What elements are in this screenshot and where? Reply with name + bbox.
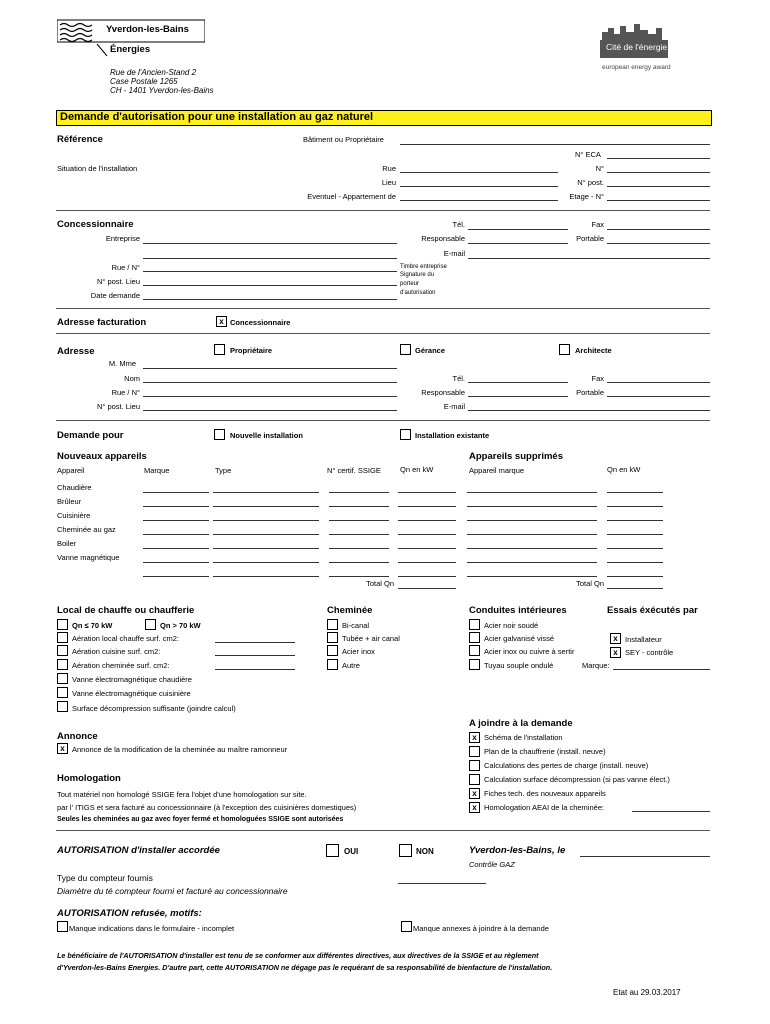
adresse-rue-label: Rue / N° <box>111 388 140 397</box>
annonce-checkbox[interactable]: x <box>57 743 68 754</box>
manque1-label: Manque indications dans le formulaire - incomplet <box>69 924 235 933</box>
aeration-cheminee-checkbox[interactable] <box>57 659 68 670</box>
surface-checkbox[interactable] <box>57 701 68 712</box>
joindre-checkbox[interactable] <box>469 760 480 771</box>
page-title: Demande d'autorisation pour une installation au gaz naturel <box>60 111 374 123</box>
qn-gt-option: Qn > 70 kW <box>160 621 201 630</box>
appareil-row-field[interactable] <box>329 534 389 535</box>
oui-label: OUI <box>344 847 359 856</box>
bicanal-checkbox[interactable] <box>327 619 338 630</box>
appareil-row-field[interactable] <box>143 548 209 549</box>
annonce-heading: Annonce <box>57 731 98 742</box>
diametre-label: Diamètre du té compteur fourni et facturé au concessionnaire <box>57 886 288 896</box>
joindre-item-label: Calculations des pertes de charge (install. neuve) <box>484 761 649 770</box>
col-type: Type <box>215 466 232 475</box>
concessionnaire-option: Concessionnaire <box>230 318 291 327</box>
adresse-portable-field[interactable] <box>607 396 710 397</box>
date-autorisation-field[interactable] <box>580 856 710 857</box>
manque2-checkbox[interactable] <box>401 921 412 932</box>
homologation-line3: Seules les cheminées au gaz avec foyer fermé et homologuées SSIGE sont autorisées <box>57 816 344 823</box>
total2-field[interactable] <box>607 588 663 589</box>
appareil-row-label: Boiler <box>57 539 77 548</box>
timbre-3: porteur <box>400 281 420 287</box>
cheminee-heading: Cheminée <box>327 605 373 616</box>
appareil-row-field[interactable] <box>398 492 456 493</box>
non-label: NON <box>416 847 434 856</box>
fax-label: Fax <box>591 220 604 229</box>
aeration-cuisine-checkbox[interactable] <box>57 645 68 656</box>
appareil-row-field[interactable] <box>467 548 597 549</box>
appareil-row-field[interactable] <box>143 506 209 507</box>
address-line1: Rue de l'Ancien-Stand 2 <box>110 68 197 77</box>
refusee-heading: AUTORISATION refusée, motifs: <box>57 908 202 919</box>
npost-lieu-label: N° post. Lieu <box>96 277 140 286</box>
qn-gt-checkbox[interactable] <box>145 619 156 630</box>
address-line2: Case Postale 1265 <box>110 77 178 86</box>
appareil-row-field[interactable] <box>143 534 209 535</box>
installateur-label: Installateur <box>625 635 662 644</box>
appareil-row-field[interactable] <box>607 506 663 507</box>
nom-label: Nom <box>124 374 140 383</box>
joindre-item-label: Homologation AEAI de la cheminée: <box>484 803 605 812</box>
adresse-email-label: E-mail <box>443 402 465 411</box>
adresse-tel-label: Tél. <box>452 374 465 383</box>
logo-line2: Énergies <box>110 44 151 55</box>
joindre-checkbox[interactable] <box>469 774 480 785</box>
appareil-row-field[interactable] <box>607 576 663 577</box>
marque-field[interactable] <box>613 669 710 670</box>
sey-checkbox[interactable]: x <box>610 647 621 658</box>
batiment-field[interactable] <box>400 144 710 145</box>
appareil-row-field[interactable] <box>607 562 663 563</box>
appareil-row-field[interactable] <box>398 520 456 521</box>
appareil-row-field[interactable] <box>213 520 319 521</box>
acier-sertir-label: Acier inox ou cuivre à sertir <box>484 647 575 656</box>
nouvelle-option: Nouvelle installation <box>230 431 303 440</box>
installateur-checkbox[interactable]: x <box>610 633 621 644</box>
lieu-label: Lieu <box>381 178 396 187</box>
footer-note2: d'Yverdon-les-Bains Energies. D'autre part, cette AUTORISATION ne dégage pas le requérant de sa responsabilité de bienfacture de l'installation. <box>57 963 553 972</box>
adresse-rue-field[interactable] <box>143 396 397 397</box>
local-heading: Local de chauffe ou chaufferie <box>57 605 195 616</box>
essais-heading: Essais éxécutés par <box>607 605 698 616</box>
portable-field[interactable] <box>607 243 710 244</box>
appareil-row-field[interactable] <box>213 534 319 535</box>
appareil-row-field[interactable] <box>329 506 389 507</box>
appareil-row-field[interactable] <box>143 576 209 577</box>
rue-no-label: Rue / N° <box>111 263 140 272</box>
tubee-label: Tubée + air canal <box>342 634 400 643</box>
rue-no-field[interactable] <box>143 271 397 272</box>
appareil-row-field[interactable] <box>607 534 663 535</box>
logo-line1: Yverdon-les-Bains <box>106 24 189 35</box>
nouveaux-heading: Nouveaux appareils <box>57 451 147 462</box>
appareil-row-field[interactable] <box>467 492 597 493</box>
architecte-option: Architecte <box>575 346 612 355</box>
manque1-checkbox[interactable] <box>57 921 68 932</box>
aeration-cuisine-label: Aération cuisine surf. cm2: <box>72 647 161 656</box>
demande-heading: Demande pour <box>57 430 124 441</box>
appareil-row-field[interactable] <box>213 562 319 563</box>
etage-label: Etage - N° <box>569 192 604 201</box>
timbre-1: Timbre entreprise <box>400 264 447 270</box>
nouvelle-checkbox[interactable] <box>214 429 225 440</box>
appareil-row-label: Vanne magnétique <box>57 553 120 562</box>
joindre-checkbox[interactable]: x <box>469 802 480 813</box>
col-appareil: Appareil <box>57 466 85 475</box>
appareil-row-field[interactable] <box>143 492 209 493</box>
npost-label: N° post. <box>577 178 604 187</box>
mme-label: M. Mme <box>108 359 136 368</box>
acier-inox-label: Acier inox <box>342 647 375 656</box>
appareil-row-label: Cheminée au gaz <box>57 525 116 534</box>
supprimes-heading: Appareils supprimés <box>469 451 563 462</box>
entreprise-field-2[interactable] <box>143 258 397 259</box>
compteur-field[interactable] <box>398 883 486 884</box>
adresse-responsable-label: Responsable <box>421 388 465 397</box>
adresse-responsable-field[interactable] <box>468 396 568 397</box>
qn-le-checkbox[interactable] <box>57 619 68 630</box>
joindre-item-label: Fiches tech. des nouveaux appareils <box>484 789 606 798</box>
appareil-row-field[interactable] <box>213 548 319 549</box>
joindre-heading: A joindre à la demande <box>469 718 573 729</box>
portable-label: Portable <box>576 234 604 243</box>
tuyau-checkbox[interactable] <box>469 659 480 670</box>
rue-field[interactable] <box>400 172 558 173</box>
tubee-checkbox[interactable] <box>327 632 338 643</box>
col-qn2: Qn en kW <box>607 465 641 474</box>
manque2-label: Manque annexes à joindre à la demande <box>413 924 549 933</box>
appareil-row-field[interactable] <box>398 506 456 507</box>
joindre-item-label: Schéma de l'installation <box>484 733 563 742</box>
vanne-chaudiere-checkbox[interactable] <box>57 673 68 684</box>
appartement-label: Eventuel - Appartement de <box>307 192 396 201</box>
fax-field[interactable] <box>607 229 710 230</box>
tel-label: Tél. <box>452 220 465 229</box>
homologation-line1: Tout matériel non homologé SSIGE fera l'objet d'une homologation sur site. <box>57 790 307 799</box>
controle-gaz: Contrôle GAZ <box>469 860 515 869</box>
joindre-checkbox[interactable]: x <box>469 788 480 799</box>
existante-option: Installation existante <box>415 431 490 440</box>
batiment-label: Bâtiment ou Propriétaire <box>303 135 384 144</box>
npost-field[interactable] <box>607 186 710 187</box>
aeration-cheminee-label: Aération cheminée surf. cm2: <box>72 661 170 670</box>
nom-field[interactable] <box>143 382 397 383</box>
adresse-npost-label: N° post. Lieu <box>96 402 140 411</box>
adresse-fax-label: Fax <box>591 374 604 383</box>
aeration-cheminee-field[interactable] <box>215 669 295 670</box>
autre-label: Autre <box>342 661 360 670</box>
vanne-cuisiniere-checkbox[interactable] <box>57 687 68 698</box>
appareil-row-field[interactable] <box>143 562 209 563</box>
address-line3: CH - 1401 Yverdon-les-Bains <box>110 86 214 95</box>
entreprise-label: Entreprise <box>105 234 140 243</box>
divider <box>56 308 710 309</box>
homologation-heading: Homologation <box>57 773 121 784</box>
divider <box>56 333 710 334</box>
existante-checkbox[interactable] <box>400 429 411 440</box>
email-label: E-mail <box>443 249 465 258</box>
concessionnaire-checkbox[interactable]: x <box>216 316 227 327</box>
proprietaire-option: Propriétaire <box>230 346 273 355</box>
appareil-row-field[interactable] <box>467 520 597 521</box>
date-field[interactable] <box>143 299 397 300</box>
acier-inox-checkbox[interactable] <box>327 645 338 656</box>
aeration-local-field[interactable] <box>215 642 295 643</box>
compteur-label: Type du compteur fournis <box>57 873 153 883</box>
appareil-row-field[interactable] <box>329 520 389 521</box>
lieu-field[interactable] <box>400 186 558 187</box>
autorisation-lieu: Yverdon-les-Bains, le <box>469 845 566 856</box>
appareil-row-field[interactable] <box>467 506 597 507</box>
conduites-heading: Conduites intérieures <box>469 605 567 616</box>
appareil-row-field[interactable] <box>607 492 663 493</box>
divider <box>56 420 710 421</box>
no-label: N° <box>595 164 604 173</box>
rue-label: Rue <box>382 164 396 173</box>
appareil-row-field[interactable] <box>213 506 319 507</box>
tuyau-label: Tuyau souple ondulé <box>484 661 554 670</box>
appareil-row-field[interactable] <box>398 562 456 563</box>
surface-label: Surface décompression suffisante (joindre calcul) <box>72 704 236 713</box>
autorisation-heading: AUTORISATION d'installer accordée <box>57 845 220 856</box>
acier-galva-checkbox[interactable] <box>469 632 480 643</box>
appareil-row-field[interactable] <box>467 562 597 563</box>
npost-lieu-field[interactable] <box>143 285 397 286</box>
qn-le-option: Qn ≤ 70 kW <box>72 621 113 630</box>
oui-checkbox[interactable] <box>326 844 339 857</box>
footer-note1: Le bénéficiaire de l'AUTORISATION d'installer est tenu de se conformer aux différentes directives, aux directives de la SSIGE et au règlement <box>57 951 539 960</box>
col-qn: Qn en kW <box>400 465 434 474</box>
appareil-row-field[interactable] <box>607 520 663 521</box>
entreprise-field[interactable] <box>143 243 397 244</box>
responsable-field[interactable] <box>468 243 568 244</box>
reference-heading: Référence <box>57 134 103 145</box>
acier-galva-label: Acier galvanisé vissé <box>484 634 555 643</box>
appareil-row-label: Brûleur <box>57 497 82 506</box>
facturation-heading: Adresse facturation <box>57 317 147 328</box>
appareil-row-field[interactable] <box>329 492 389 493</box>
appareil-row-field[interactable] <box>398 534 456 535</box>
eca-field[interactable] <box>607 158 710 159</box>
appareil-row-field[interactable] <box>329 562 389 563</box>
total1-label: Total Qn <box>366 579 394 588</box>
homologation-line2: par l' ITIGS et sera facturé au concessionnaire (à l'exception des cuisinières domestiques) <box>57 803 357 812</box>
appareil-row-field[interactable] <box>213 576 319 577</box>
date-label: Date demande <box>90 291 140 300</box>
adresse-npost-field[interactable] <box>143 410 397 411</box>
eca-label: N° ECA <box>575 150 601 159</box>
homologation-aeai-field[interactable] <box>632 811 710 812</box>
joindre-item-label: Calculation surface décompression (si pas vanne élect.) <box>484 775 670 784</box>
appareil-row-label: Chaudière <box>57 483 92 492</box>
gerance-option: Gérance <box>415 346 446 355</box>
total1-field[interactable] <box>398 588 456 589</box>
appareil-row-field[interactable] <box>607 548 663 549</box>
badge-text: Cité de l'énergie <box>606 42 668 52</box>
appareil-row-field[interactable] <box>398 548 456 549</box>
etage-field[interactable] <box>607 200 710 201</box>
appareil-row-field[interactable] <box>467 534 597 535</box>
gerance-checkbox[interactable] <box>400 344 411 355</box>
vanne-cuisiniere-label: Vanne électromagnétique cuisinière <box>72 689 191 698</box>
col-certif: N° certif. SSIGE <box>327 466 381 475</box>
architecte-checkbox[interactable] <box>559 344 570 355</box>
col-app-marque: Appareil marque <box>469 466 525 475</box>
adresse-heading: Adresse <box>57 346 95 357</box>
col-marque: Marque <box>144 466 170 475</box>
autre-checkbox[interactable] <box>327 659 338 670</box>
adresse-email-field[interactable] <box>468 410 710 411</box>
tel-field[interactable] <box>468 229 568 230</box>
mme-field[interactable] <box>143 368 397 369</box>
badge-sub: european energy award <box>602 64 671 71</box>
joindre-item-label: Plan de la chauffrerie (install. neuve) <box>484 747 606 756</box>
bicanal-label: Bi-canal <box>342 621 370 630</box>
appartement-field[interactable] <box>400 200 558 201</box>
appareil-row-field[interactable] <box>398 576 456 577</box>
appareil-row-field[interactable] <box>467 576 597 577</box>
adresse-tel-field[interactable] <box>468 382 568 383</box>
appareil-row-field[interactable] <box>143 520 209 521</box>
divider <box>56 830 710 831</box>
joindre-checkbox[interactable]: x <box>469 732 480 743</box>
acier-sertir-checkbox[interactable] <box>469 645 480 656</box>
acier-noir-checkbox[interactable] <box>469 619 480 630</box>
etat-date: Etat au 29.03.2017 <box>613 988 681 997</box>
sey-label: SEY - contrôle <box>625 648 674 657</box>
adresse-fax-field[interactable] <box>607 382 710 383</box>
adresse-portable-label: Portable <box>576 388 604 397</box>
concessionnaire-heading: Concessionnaire <box>57 219 134 230</box>
vanne-chaudiere-label: Vanne électromagnétique chaudière <box>72 675 192 684</box>
joindre-checkbox[interactable] <box>469 746 480 757</box>
non-checkbox[interactable] <box>399 844 412 857</box>
appareil-row-field[interactable] <box>329 576 389 577</box>
timbre-4: d'autorisation <box>400 290 436 296</box>
no-field[interactable] <box>607 172 710 173</box>
aeration-local-checkbox[interactable] <box>57 632 68 643</box>
acier-noir-label: Acier noir soudé <box>484 621 539 630</box>
situation-label: Situation de l'installation <box>57 164 138 173</box>
appareil-row-label: Cuisinière <box>57 511 91 520</box>
divider <box>56 210 710 211</box>
marque-label: Marque: <box>582 661 610 670</box>
timbre-2: Signature du <box>400 272 435 278</box>
aeration-cuisine-field[interactable] <box>215 655 295 656</box>
appareil-row-field[interactable] <box>329 548 389 549</box>
total2-label: Total Qn <box>576 579 604 588</box>
email-field[interactable] <box>468 258 710 259</box>
annonce-text: Annonce de la modification de la cheminée au maître ramonneur <box>72 745 288 754</box>
proprietaire-checkbox[interactable] <box>214 344 225 355</box>
appareil-row-field[interactable] <box>213 492 319 493</box>
responsable-label: Responsable <box>421 234 465 243</box>
aeration-local-label: Aération local chauffe surf. cm2: <box>72 634 179 643</box>
